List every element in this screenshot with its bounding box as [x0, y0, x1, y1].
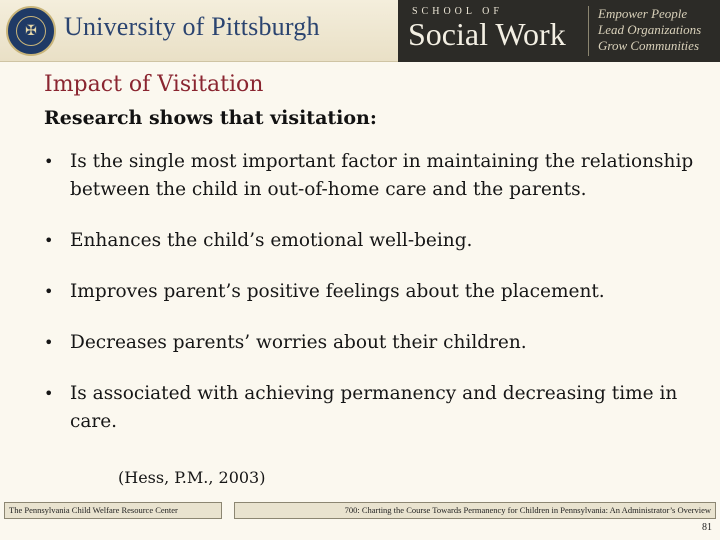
bullet-item [44, 227, 694, 255]
footer-course-title: 700: Charting the Course Towards Permanency for Children in Pennsylvania: An Administrator’s Overview [234, 502, 716, 519]
bullet-icon: • [44, 231, 54, 250]
tagline-line: Lead Organizations [598, 22, 702, 37]
bullet-text: Is associated with achieving permanency and decreasing time in care. [70, 383, 678, 432]
bullet-icon: • [44, 282, 54, 301]
university-name: University of Pittsburgh [64, 12, 320, 41]
bullet-text: Decreases parents’ worries about their children. [70, 332, 527, 353]
bullet-icon: • [44, 384, 54, 403]
bullet-item [44, 329, 694, 357]
slide-title: Impact of Visitation [44, 72, 264, 97]
school-tagline [598, 6, 716, 54]
bullet-text: Enhances the child’s emotional well-being. [70, 230, 473, 251]
bullet-list [44, 148, 694, 459]
footer-organization: The Pennsylvania Child Welfare Resource Center [4, 502, 222, 519]
slide-subtitle: Research shows that visitation: [44, 107, 377, 129]
school-logo-block [398, 0, 720, 62]
citation: (Hess, P.M., 2003) [118, 468, 266, 487]
bullet-item [44, 380, 694, 436]
bullet-item [44, 278, 694, 306]
university-seal-icon [6, 6, 56, 56]
bullet-text: Improves parent’s positive feelings about the placement. [70, 281, 605, 302]
school-name: Social Work [408, 16, 566, 52]
tagline-line: Grow Communities [598, 38, 699, 53]
school-label: SCHOOL OF [412, 6, 503, 17]
logo-divider [588, 6, 589, 56]
bullet-icon: • [44, 152, 54, 171]
bullet-icon: • [44, 333, 54, 352]
page-number: 81 [702, 522, 712, 533]
seal-emblem: ✠ [16, 16, 46, 46]
bullet-text: Is the single most important factor in maintaining the relationship between the child in out-of-home care and the parents. [70, 151, 694, 200]
university-logo-block [0, 0, 398, 62]
bullet-item [44, 148, 694, 204]
tagline-line: Empower People [598, 6, 688, 21]
header-banner [0, 0, 720, 62]
